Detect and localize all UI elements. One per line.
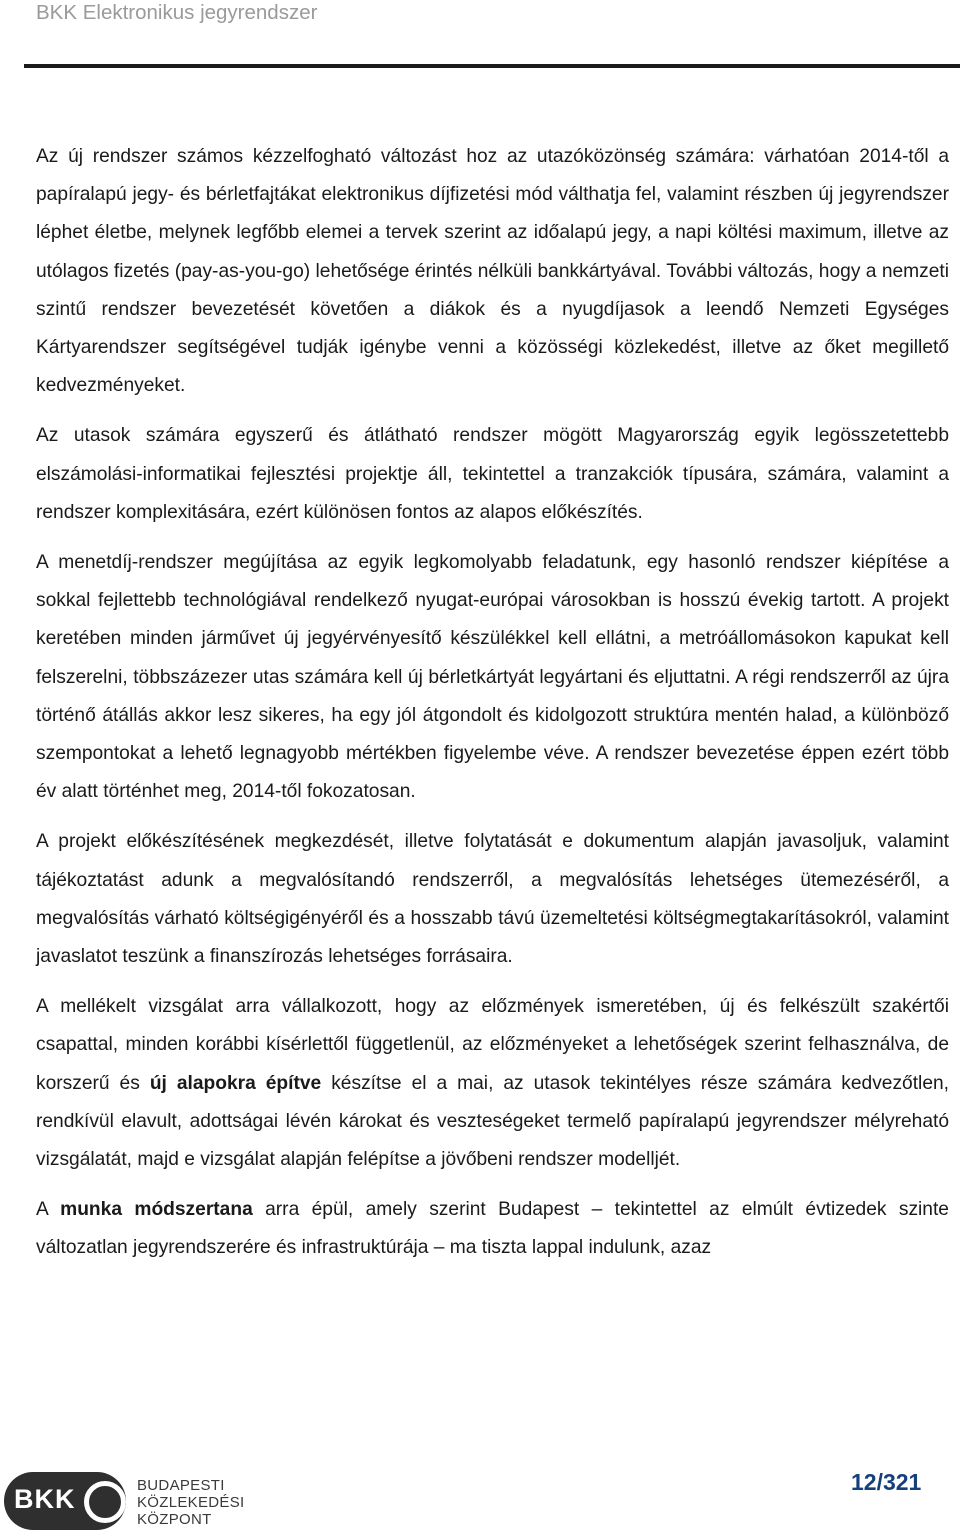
bkk-logo	[4, 1468, 254, 1536]
logo-badge	[4, 1472, 126, 1530]
paragraph-text: A	[36, 1199, 61, 1221]
paragraph	[36, 138, 949, 405]
paragraph-text: A menetdíj-rendszer megújítása az egyik legkomolyabb feladatunk, egy hasonló rendszer kiépítése a sokkal fejlettebb technológiával rendelkező nyugat-európai városokban is hosszú évekig tartott. A projekt keretében minden járművet új jegyérvényesítő készülékkel kell ellátni, a metróállomásokon kapukat kell felszerelni, többszázezer utas számára kell új bérletkártyát legyártani és eljuttatni. A régi rendszerről az újra történő átállás akkor lesz sikeres, ha egy jól átgondolt és kidolgozott struktúra mentén halad, a különböző szempontokat a lehető legnagyobb mértékben figyelembe véve. A rendszer bevezetése éppen ezért több év alatt történhet meg, 2014-től fokozatosan.	[36, 552, 949, 803]
paragraph-text: Az utasok számára egyszerű és átlátható rendszer mögött Magyarország egyik legösszetettebb elszámolási-informatikai fejlesztési projektje áll, tekintettel a tranzakciók típusára, számára, valamint a rendszer komplexitására, ezért különösen fontos az alapos előkészítés.	[36, 425, 949, 523]
logo-line-2: KÖZLEKEDÉSI	[137, 1494, 245, 1511]
logo-badge-text: BKK	[14, 1484, 76, 1514]
bold-text: munka módszertana	[60, 1199, 253, 1221]
logo-line-1: BUDAPESTI	[137, 1477, 225, 1494]
paragraph	[36, 988, 949, 1179]
paragraph	[36, 1191, 949, 1267]
logo-text	[137, 1477, 245, 1528]
logo-ring-icon	[84, 1481, 126, 1523]
paragraph-text: arra épül, amely szerint Budapest – tekintettel az elmúlt évtizedek szinte változatlan jegyrendszerére és infrastruktúrája – ma tiszta lappal indulunk, azaz	[36, 1199, 949, 1259]
paragraph	[36, 544, 949, 811]
bold-text: új alapokra építve	[149, 1072, 322, 1094]
paragraph	[36, 823, 949, 976]
paragraph-text: készítse el a mai, az utasok tekintélyes része számára kedvezőtlen, rendkívül elavult, adottságai lévén károkat és veszteségeket termelő papíralapú jegyrendszer mélyreható vizsgálatát, majd e vizsgálat alapján felépítse a jövőbeni rendszer modelljét.	[36, 1072, 949, 1171]
paragraph-text: A projekt előkészítésének megkezdését, illetve folytatását e dokumentum alapján javasoljuk, valamint tájékoztatást adunk a megvalósítandó rendszerről, a megvalósítás lehetséges ütemezéséről, a megvalósítás várható költségigényéről és a hosszabb távú üzemeltetési költségmegtakarításokról, valamint javaslatot teszünk a finanszírozás lehetséges forrásaira.	[36, 831, 949, 968]
document-title: BKK Elektronikus jegyrendszer	[36, 1, 318, 24]
header-divider	[24, 64, 960, 68]
page-number: 12/321	[851, 1469, 922, 1495]
paragraph-text: A mellékelt vizsgálat arra vállalkozott, hogy az előzmények ismeretében, új és felkészült szakértői csapattal, minden korábbi kísérlettől függetlenül, az előzményeket a lehetőségek szerint felhasználva, de korszerű és	[36, 996, 949, 1094]
paragraph	[36, 417, 949, 532]
paragraph-text: Az új rendszer számos kézzelfogható változást hoz az utazóközönség számára: várhatóan 2014-től a papíralapú jegy- és bérletfajtákat elektronikus díjfizetési mód válthatja fel, valamint részben új jegyrendszer léphet életbe, melynek legfőbb elemei a tervek szerint az időalapú jegy, a napi költési maximum, illetve az utólagos fizetés (pay-as-you-go) lehetősége érintés nélküli bankkártyával. További változás, hogy a nemzeti szintű rendszer bevezetését követően a diákok és a nyugdíjasok a leendő Nemzeti Egységes Kártyarendszer segítségével tudják igénybe venni a közösségi közlekedést, illetve az őket megillető kedvezményeket.	[36, 146, 949, 397]
document-body	[36, 138, 949, 1280]
logo-line-3: KÖZPONT	[137, 1511, 212, 1528]
